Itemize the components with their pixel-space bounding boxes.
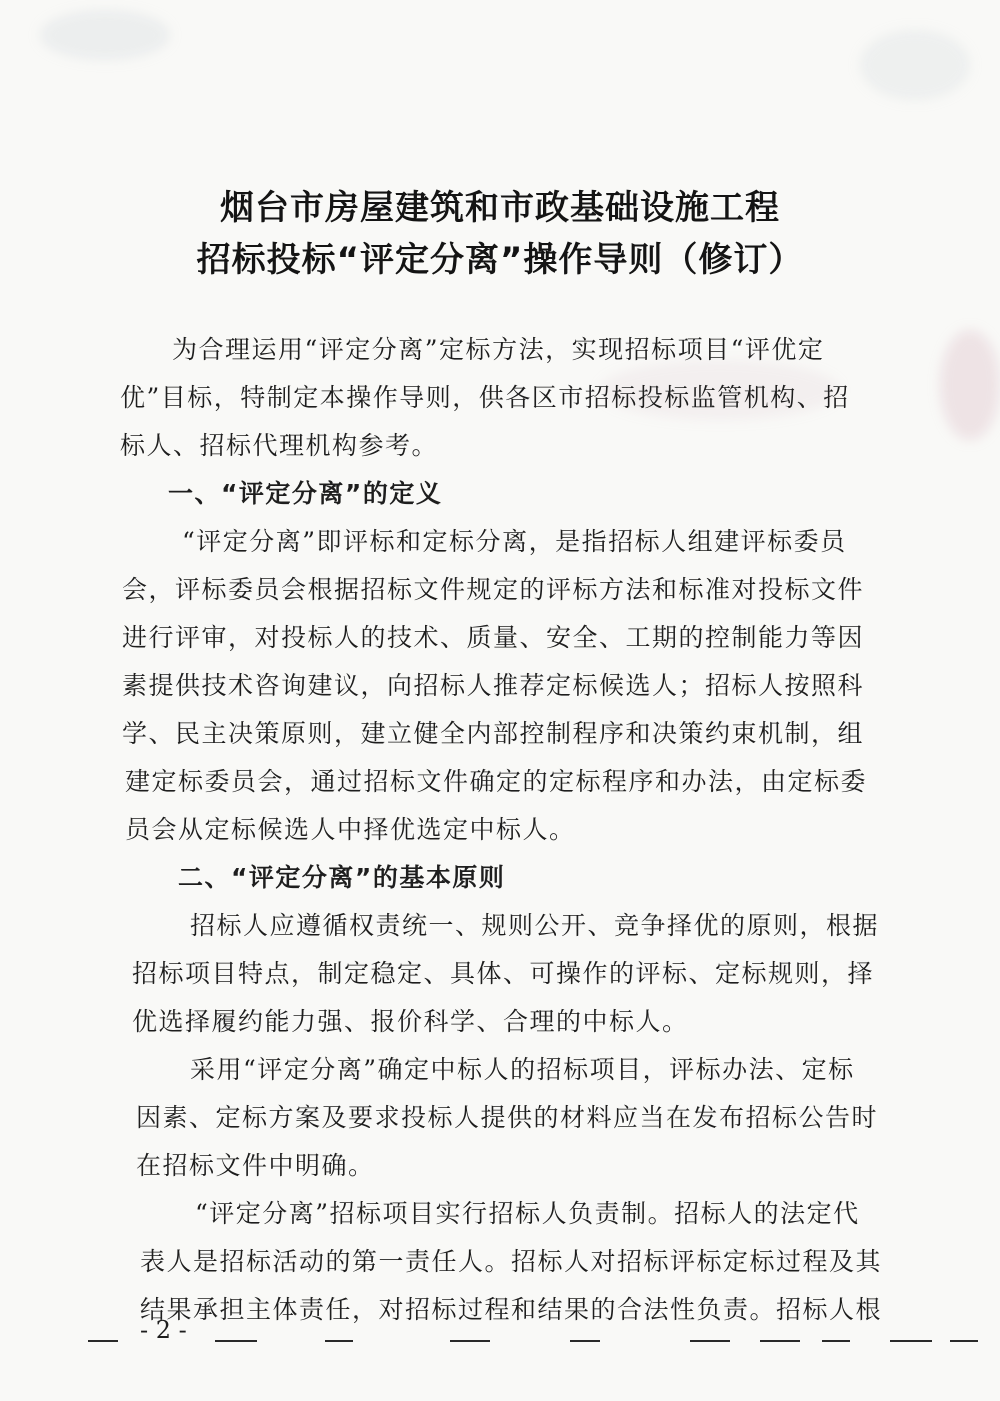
paragraph-line: “评定分离”招标项目实行招标人负责制。招标人的法定代 bbox=[195, 1199, 860, 1228]
paragraph-line: 建定标委员会，通过招标文件确定的定标程序和办法，由定标委 bbox=[125, 767, 868, 796]
paragraph-line: 员会从定标候选人中择优选定中标人。 bbox=[125, 815, 576, 844]
paragraph-line: 在招标文件中明确。 bbox=[136, 1151, 375, 1180]
scan-smudge bbox=[40, 10, 170, 60]
footer-dash bbox=[215, 1340, 257, 1342]
section-heading-1: 一、“评定分离”的定义 bbox=[168, 479, 443, 508]
footer-dash bbox=[690, 1340, 730, 1342]
footer-dash bbox=[890, 1340, 932, 1342]
paragraph-line: 表人是招标活动的第一责任人。招标人对招标评标定标过程及其 bbox=[140, 1247, 883, 1276]
paragraph-line: “评定分离”即评标和定标分离，是指招标人组建评标委员 bbox=[182, 527, 847, 556]
page-number: - 2 - bbox=[140, 1316, 187, 1344]
paragraph-line: 招标人应遵循权责统一、规则公开、竞争择优的原则，根据 bbox=[190, 911, 880, 940]
footer-dash bbox=[822, 1340, 850, 1342]
paragraph-line: 采用“评定分离”确定中标人的招标项目，评标办法、定标 bbox=[190, 1055, 855, 1084]
footer-dash bbox=[450, 1340, 490, 1342]
paragraph-line: 学、民主决策原则，建立健全内部控制程序和决策约束机制，组 bbox=[122, 719, 865, 748]
document-title-line-1: 烟台市房屋建筑和市政基础设施工程 bbox=[220, 188, 780, 228]
footer-dash bbox=[950, 1340, 978, 1342]
footer-dash bbox=[570, 1340, 600, 1342]
paragraph-line: 招标项目特点，制定稳定、具体、可操作的评标、定标规则，择 bbox=[132, 959, 875, 988]
paragraph-line: 进行评审，对投标人的技术、质量、安全、工期的控制能力等因 bbox=[122, 623, 865, 652]
document-title-line-2: 招标投标“评定分离”操作导则（修订） bbox=[196, 240, 804, 280]
paragraph-line: 标人、招标代理机构参考。 bbox=[120, 431, 439, 460]
paragraph-line: 因素、定标方案及要求投标人提供的材料应当在发布招标公告时 bbox=[136, 1103, 879, 1132]
paragraph-line: 优”目标，特制定本操作导则，供各区市招标投标监管机构、招 bbox=[120, 383, 850, 412]
scan-smudge bbox=[940, 330, 1000, 440]
footer-dash bbox=[88, 1340, 118, 1342]
footer-dash bbox=[325, 1340, 353, 1342]
paragraph-line: 结果承担主体责任，对招标过程和结果的合法性负责。招标人根 bbox=[140, 1295, 883, 1324]
section-heading-2: 二、“评定分离”的基本原则 bbox=[178, 863, 506, 892]
paragraph-line: 素提供技术咨询建议，向招标人推荐定标候选人；招标人按照科 bbox=[122, 671, 865, 700]
paragraph-line: 优选择履约能力强、报价科学、合理的中标人。 bbox=[132, 1007, 689, 1036]
paragraph-line: 为合理运用“评定分离”定标方法，实现招标项目“评优定 bbox=[172, 335, 825, 364]
scan-smudge bbox=[860, 30, 970, 100]
footer-dash bbox=[760, 1340, 800, 1342]
paragraph-line: 会，评标委员会根据招标文件规定的评标方法和标准对投标文件 bbox=[122, 575, 865, 604]
